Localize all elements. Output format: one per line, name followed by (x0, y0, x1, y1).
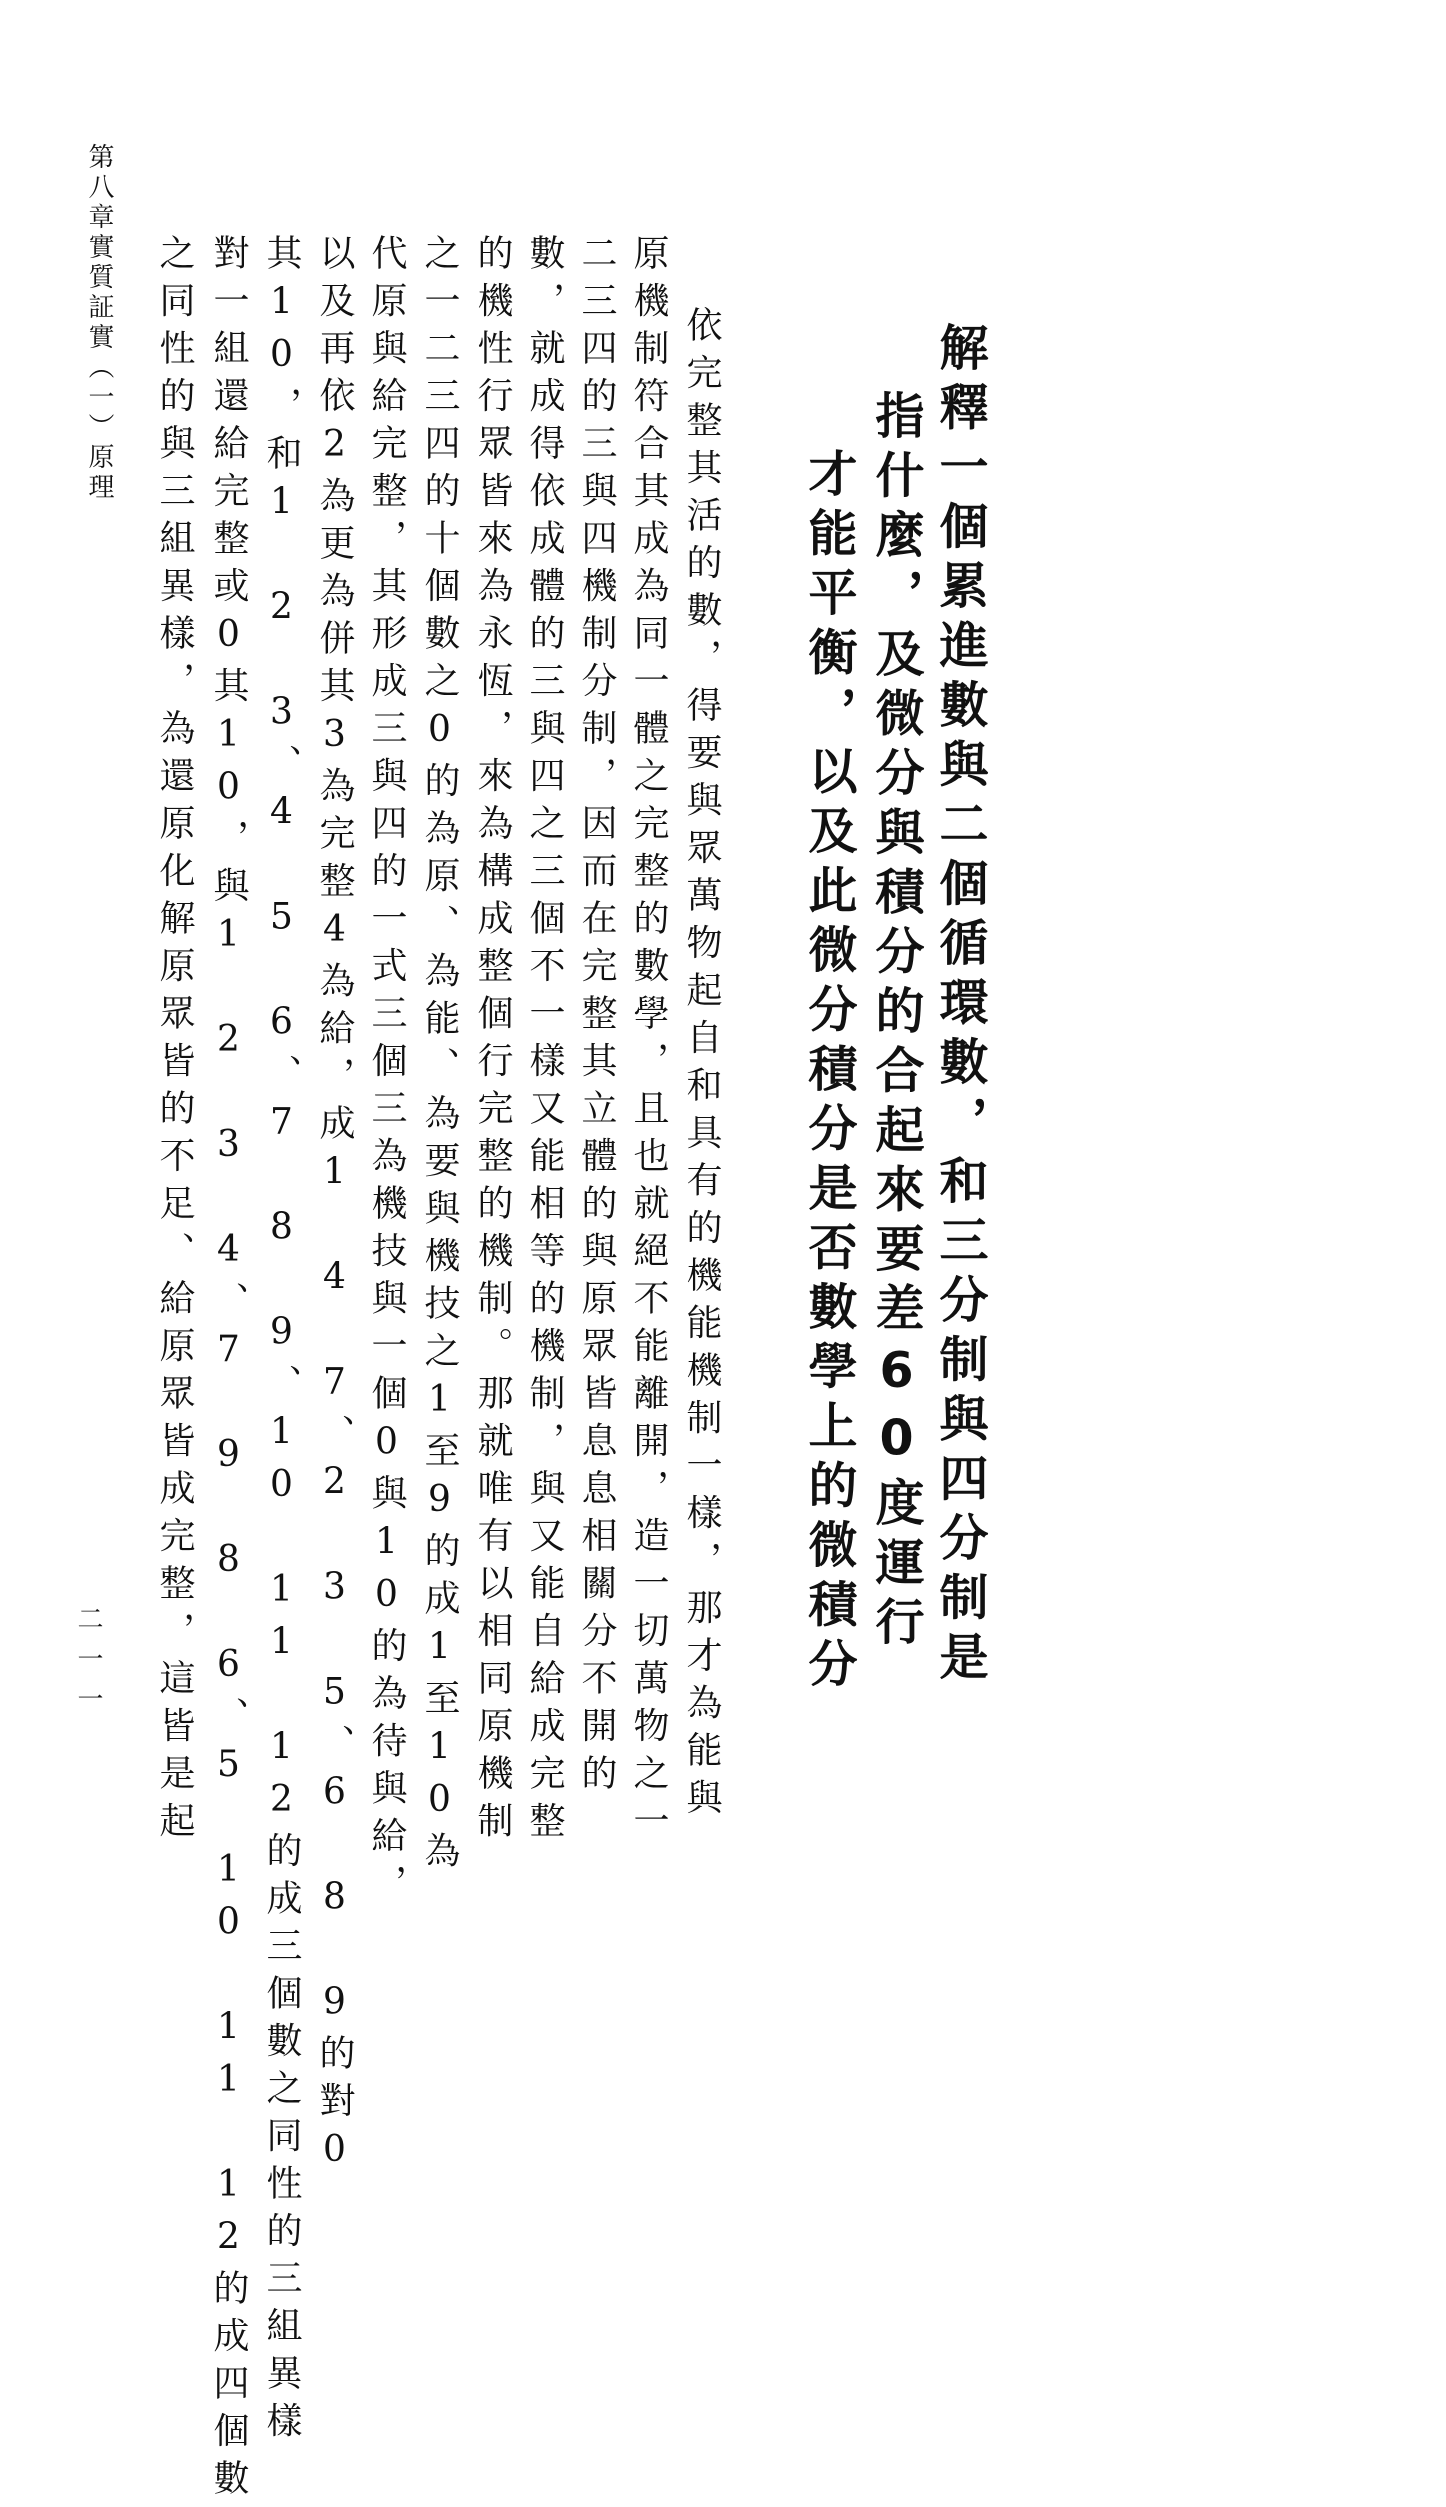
page-number: 二一一 (73, 1605, 103, 1725)
body-line-5: 的機性行眾皆來為永恆，來為構成整個行完整的機制。那就唯有以相同原機制 (472, 234, 513, 1849)
title-line-3: 才能平衡，以及此微分積分是否數學上的微積分 (801, 448, 858, 1698)
body-line-6: 之一二三四的十個數之0的為原、為能、為要與機技之1至9的成1至10為 (419, 234, 460, 1879)
body-line-1: 依完整其活的數，得要與眾萬物起自和具有的機能機制一樣，那才為能與 (681, 306, 722, 1826)
body-line-2: 原機制符合其成為同一體之完整的數學，且也就絕不能離開，造一切萬物之一 (628, 234, 669, 1849)
running-header (73, 143, 125, 503)
body-line-9: 其10，和1 2 3、4 5 6、7 8 9、10 11 12的成三個數之同性的三組異樣 (261, 234, 302, 2449)
body-line-10: 對一組還給完整或0其10，與1 2 3 4、7 9 8 6、5 10 11 12的成四個數 (208, 234, 249, 2507)
body-line-11: 之同性的與三組異樣，為還原化解原眾皆的不足、給原眾皆成完整，這皆是起 (154, 234, 195, 1849)
body-line-7: 代原與給完整，其形成三與四的一式三個三為機技與一個0與10的為待與給， (366, 234, 407, 1912)
book-title-label: 實質証實（一） (84, 233, 114, 443)
section-label: 原理 (84, 443, 114, 503)
title-line-1: 解釋一個累進數與二個循環數，和三分制與四分制是 (932, 322, 989, 1691)
body-line-3: 二三四的三與四機制分制，因而在完整其立體的與原眾皆息息相關分不開的 (576, 234, 617, 1802)
chapter-label: 第八章 (84, 143, 114, 233)
body-line-8: 以及再依2為更為併其3為完整4為給，成1 4 7、2 3 5、6 8 9的對0 (314, 234, 355, 2182)
body-line-4: 數，就成得依成體的三與四之三個不一樣又能相等的機制，與又能自給成完整 (524, 234, 565, 1849)
title-line-2: 指什麼，及微分與積分的合起來要差60度運行 (868, 390, 925, 1656)
